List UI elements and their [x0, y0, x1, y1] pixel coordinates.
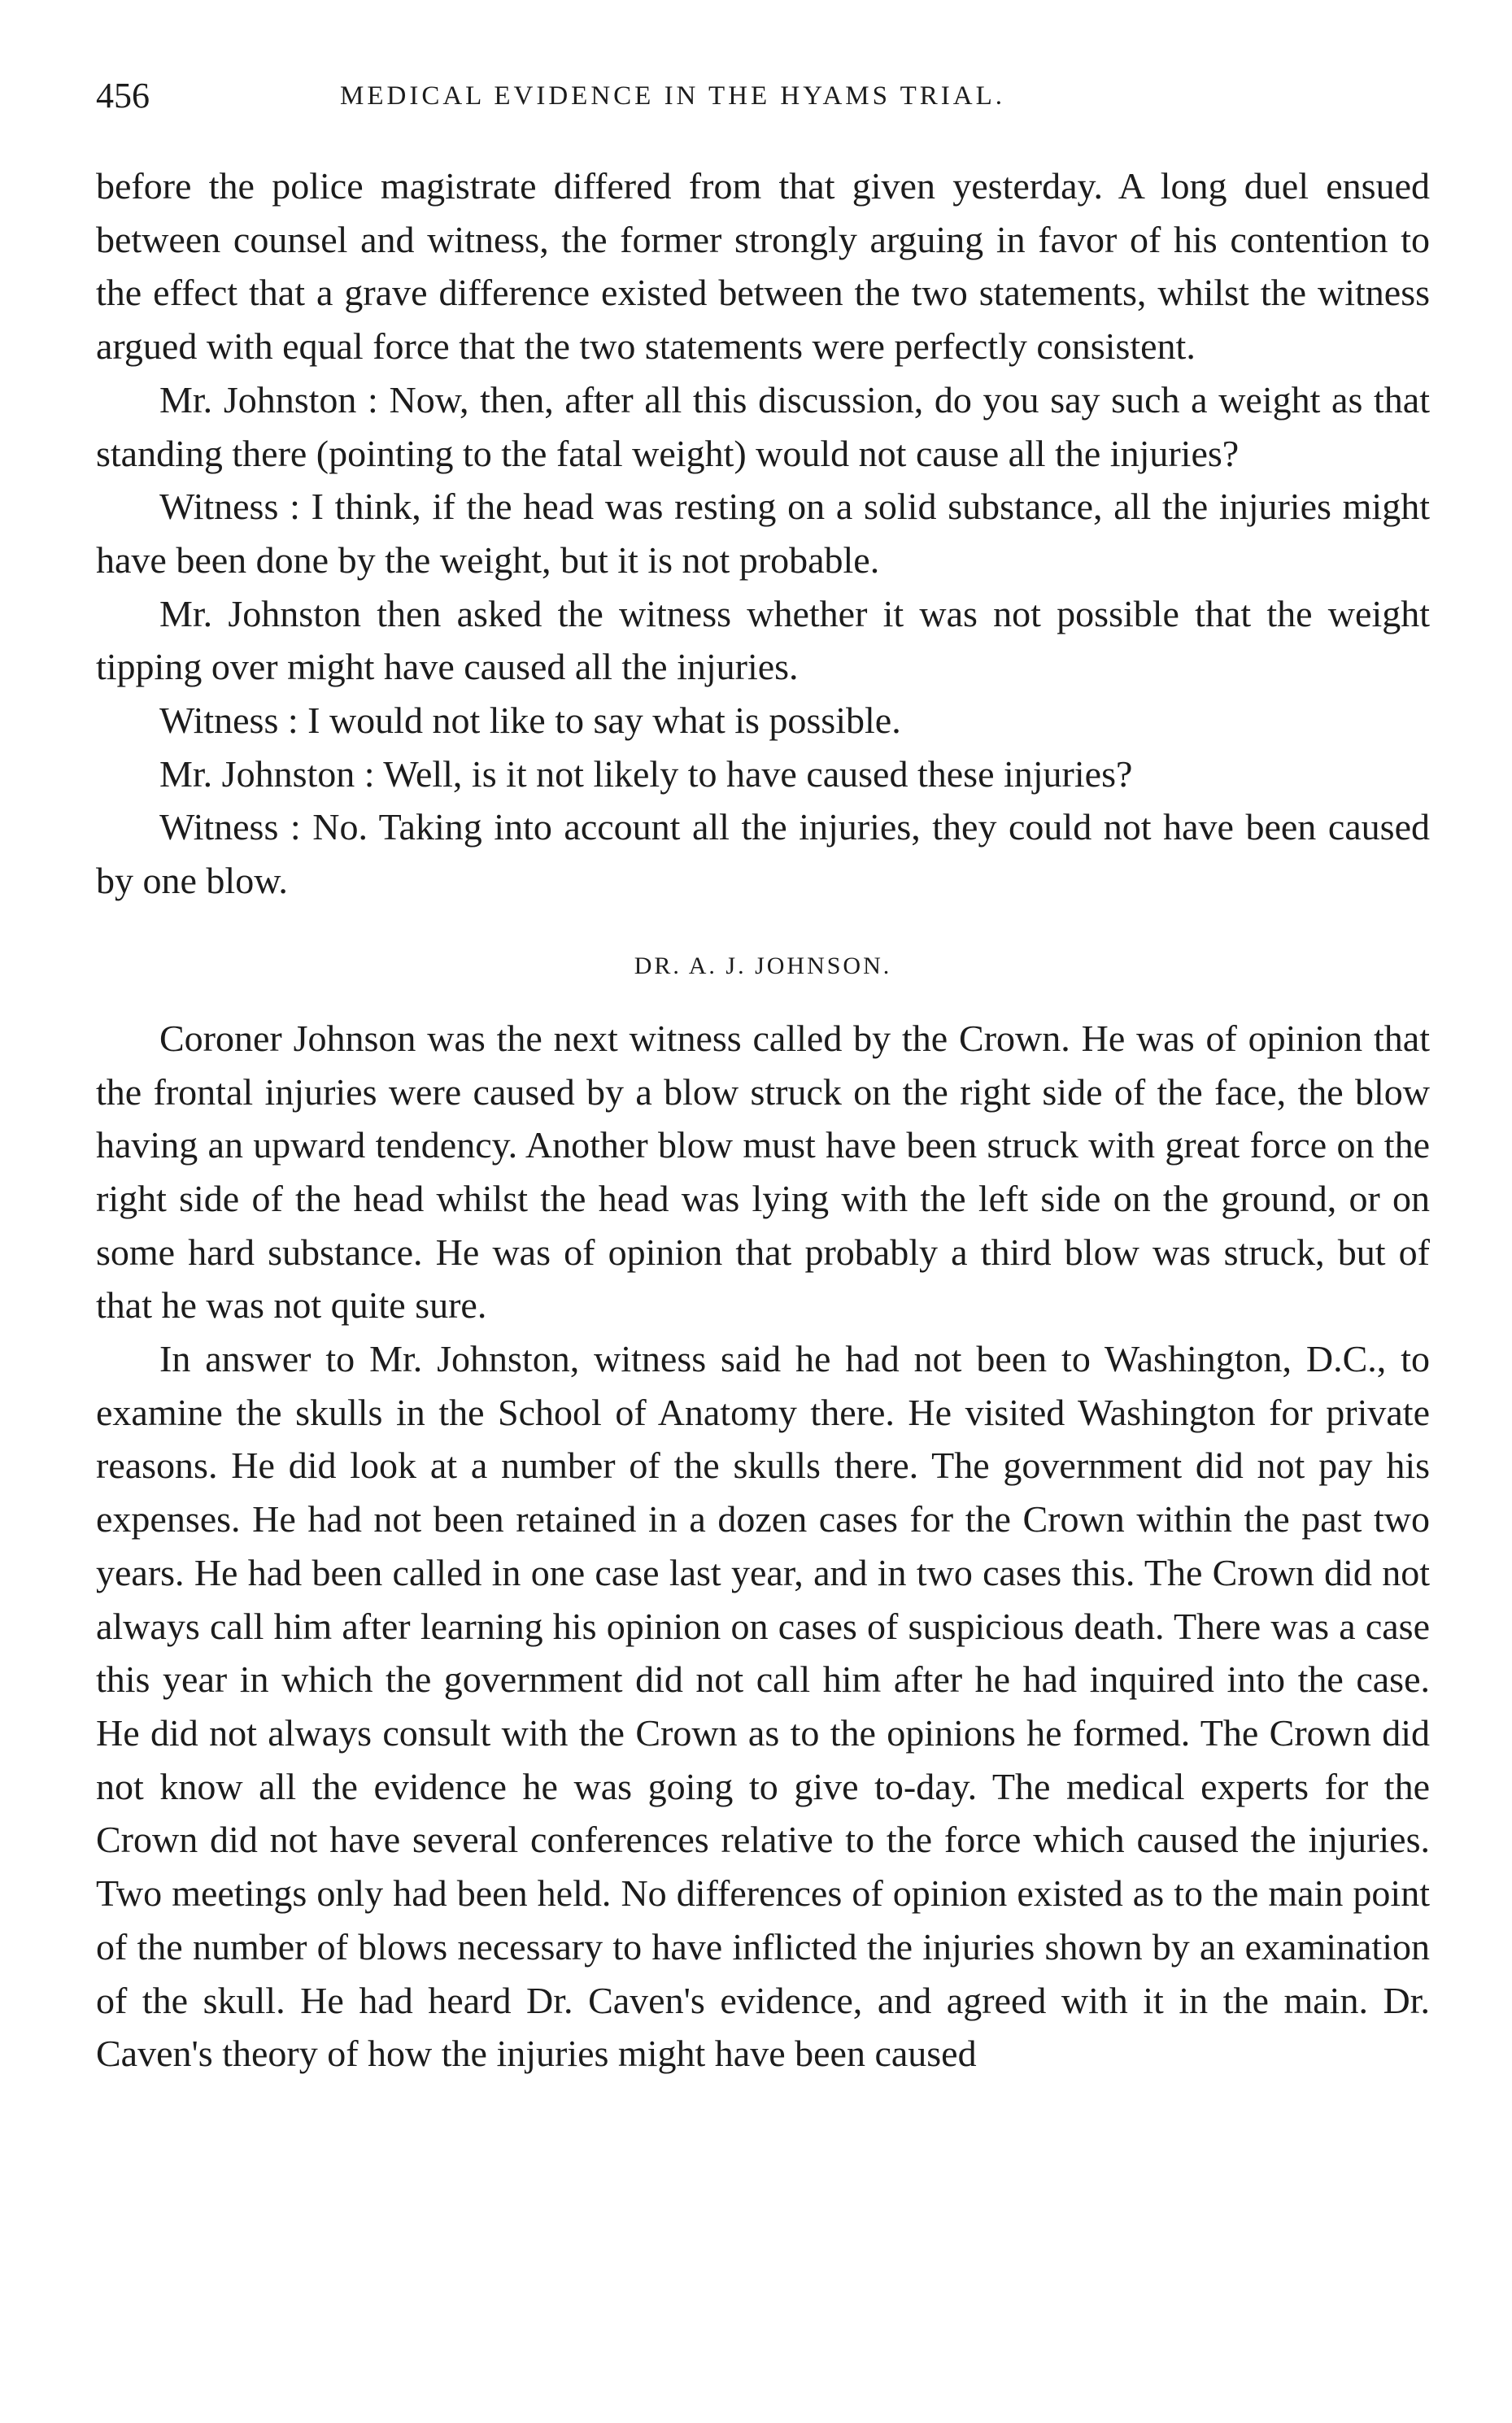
running-head — [96, 72, 1430, 120]
paragraph-witness-no: Witness : No. Taking into account all the injuries, they could not have been caused by one blow. — [96, 806, 1430, 902]
paragraph-cross-examination: In answer to Mr. Johnston, witness said he had not been to Washington, D.C., to examine the skulls in the School of Anatomy there. He visited Washington for private reasons. He did look at a number of the skulls there. The government did not pay his expenses. He had not been retained in a dozen cases for the Crown within the past two years. He had been called in one case last year, and in two cases this. The Crown did not always call him after learning his opinion on cases of suspicious death. There was a case this year in which the government did not call him after he had inquired into the case. He did not always consult with the Crown as to the opinions he formed. The Crown did not know all the evidence he was going to give to-day. The medical experts for the Crown did not have several conferences relative to the force which caused the injuries. Two meetings only had been held. No differences of opinion existed as to the main point of the number of blows necessary to have inflicted the injuries shown by an examination of the skull. He had heard Dr. Caven's evidence, and agreed with it in the main. Dr. Caven's theory of how the injuries might have been caused — [96, 1338, 1430, 2075]
page-number: 456 — [96, 76, 150, 115]
running-title: MEDICAL EVIDENCE IN THE HYAMS TRIAL. — [340, 81, 1006, 111]
paragraph-witness-answer: Witness : I think, if the head was resting on a solid substance, all the injuries might have been done by the weight, but it is not probable. — [96, 486, 1430, 581]
section-heading: DR. A. J. JOHNSON. — [634, 952, 892, 979]
body-text — [96, 159, 1430, 2081]
paragraph-johnston-likely: Mr. Johnston : Well, is it not likely to have caused these injuries? — [159, 752, 1133, 795]
paragraph-continuation: before the police magistrate differed from that given yesterday. A long duel ensued between counsel and witness, the former strongly arguing in favor of his contention to the effect that a grave difference existed between the two statements, whilst the witness argued with equal force that the two statements were perfectly consistent. — [96, 165, 1430, 368]
paragraph-johnston-asks: Mr. Johnston then asked the witness whether it was not possible that the weight tipping over might have caused all the injuries. — [96, 592, 1430, 688]
paragraph-coroner-johnson: Coroner Johnson was the next witness called by the Crown. He was of opinion that the frontal injuries were caused by a blow struck on the right side of the face, the blow having an upward tendency. Another blow must have been struck with great force on the right side of the head whilst the head was lying with the left side on the ground, or on some hard substance. He was of opinion that probably a third blow was struck, but of that he was not quite sure. — [96, 1017, 1430, 1327]
paragraph-witness-possible: Witness : I would not like to say what is possible. — [159, 699, 901, 742]
paragraph-johnston-question: Mr. Johnston : Now, then, after all this discussion, do you say such a weight as that standing there (pointing to the fatal weight) would not cause all the injuries? — [96, 378, 1430, 474]
